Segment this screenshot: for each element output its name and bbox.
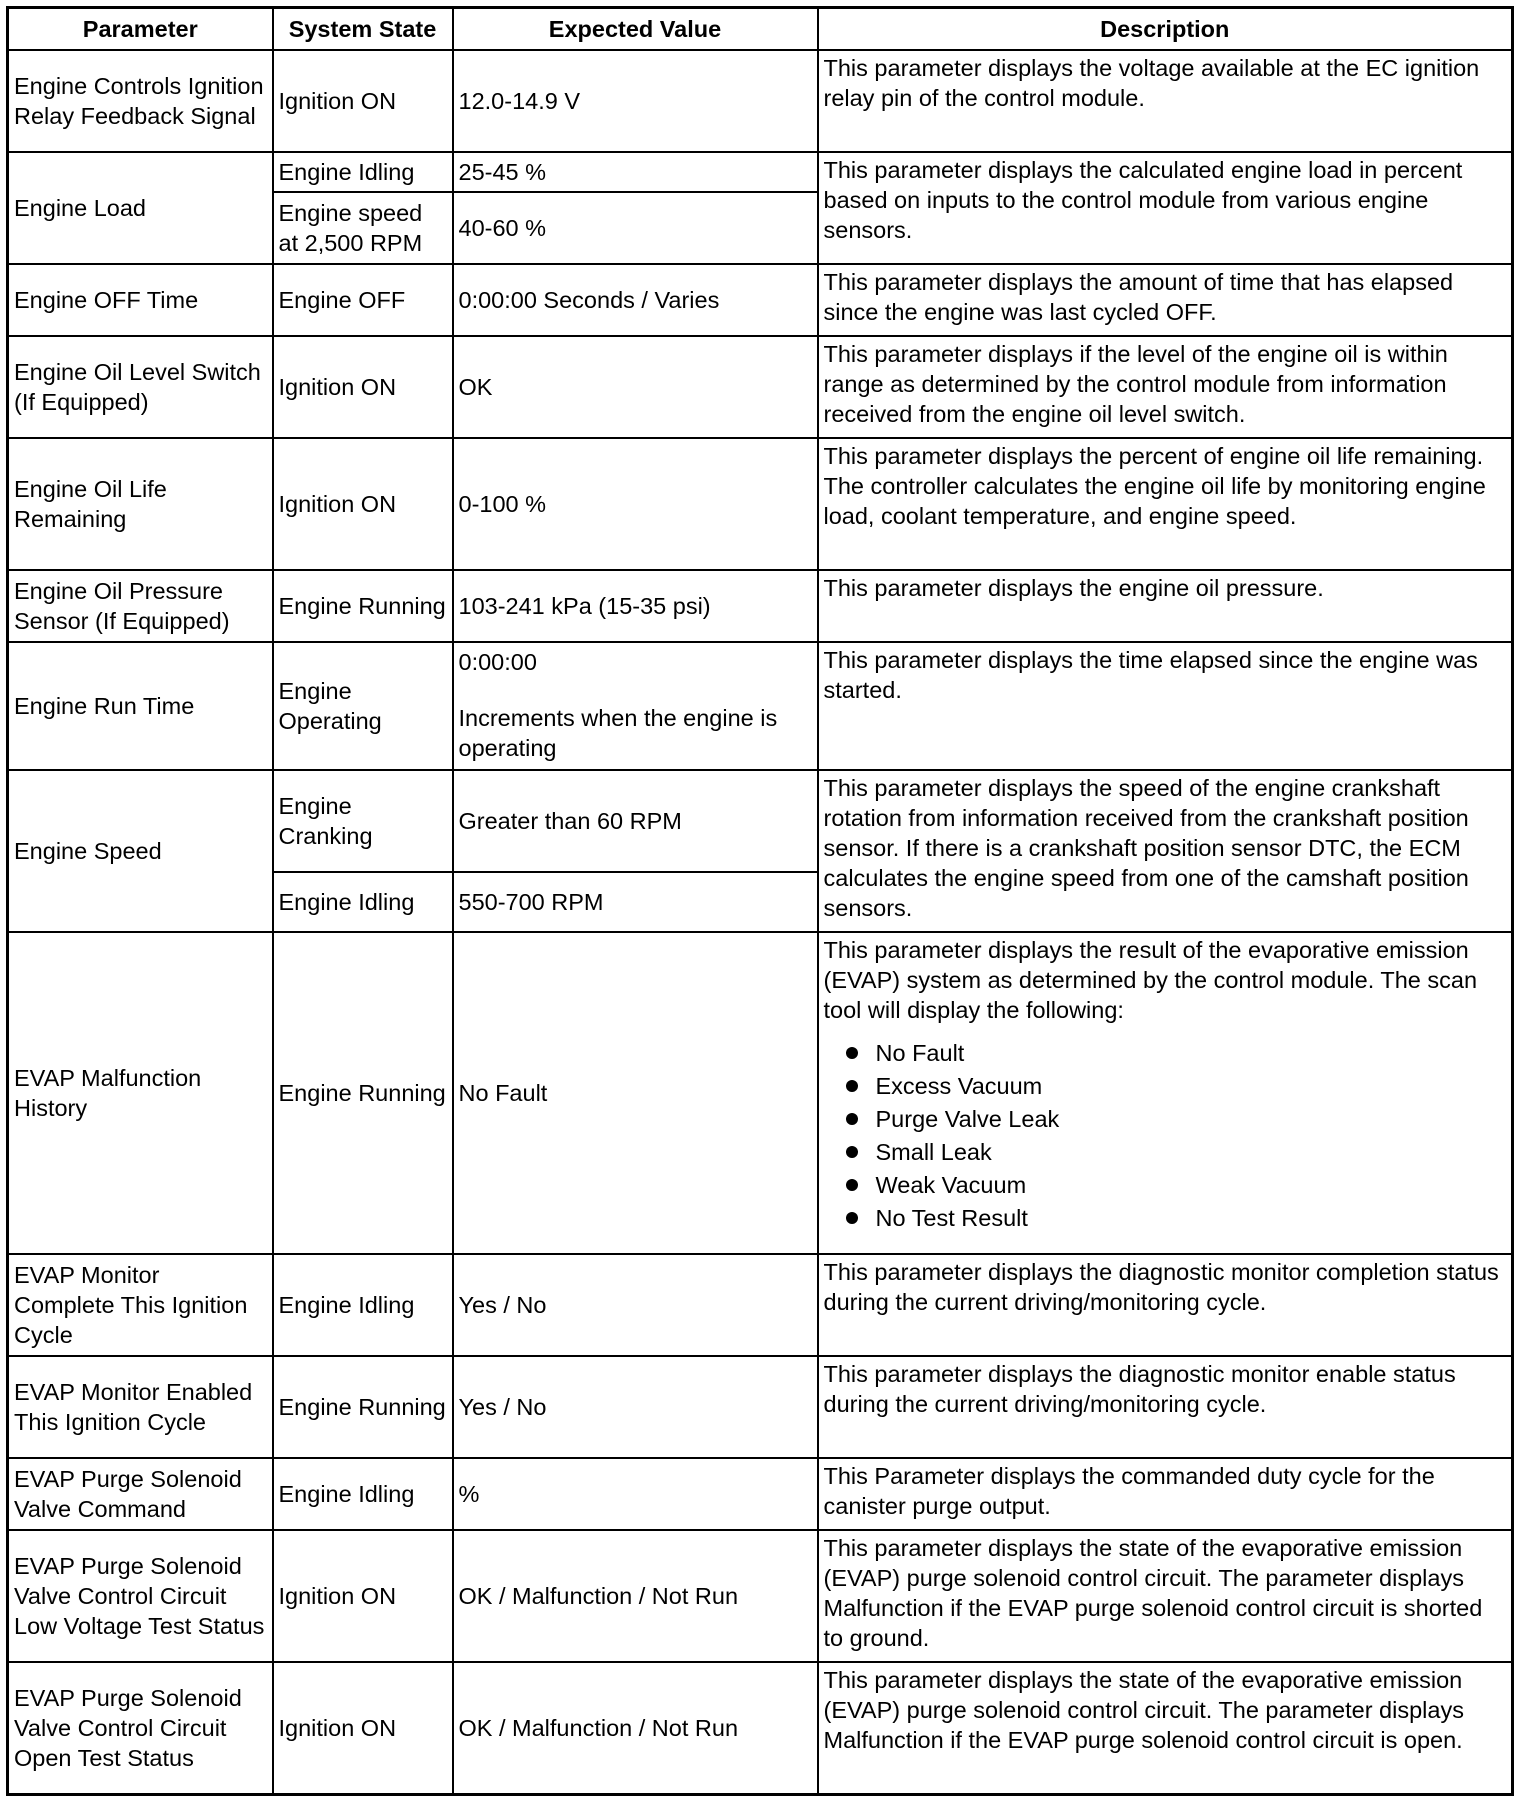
- value-line: 0:00:00: [458, 649, 537, 675]
- bullet-icon: [846, 1047, 858, 1059]
- cell-state: Engine Idling: [273, 872, 453, 932]
- cell-description: This parameter displays the diagnostic monitor enable status during the current driving/monitoring cycle.: [818, 1356, 1513, 1458]
- list-item: No Fault: [844, 1037, 1507, 1070]
- cell-value: 103-241 kPa (15-35 psi): [453, 570, 818, 642]
- header-expected-value: Expected Value: [453, 8, 818, 51]
- cell-value: Yes / No: [453, 1254, 818, 1356]
- cell-description: This Parameter displays the commanded duty cycle for the canister purge output.: [818, 1458, 1513, 1530]
- table-row: [8, 770, 1513, 872]
- cell-parameter: EVAP Purge Solenoid Valve Command: [8, 1458, 273, 1530]
- table-row: [8, 1530, 1513, 1662]
- list-item: Excess Vacuum: [844, 1070, 1507, 1103]
- cell-value: 40-60 %: [453, 192, 818, 264]
- cell-state: Engine Running: [273, 1356, 453, 1458]
- list-item: Purge Valve Leak: [844, 1103, 1507, 1136]
- cell-state: Ignition ON: [273, 50, 453, 152]
- bullet-icon: [846, 1146, 858, 1158]
- cell-description: This parameter displays the amount of time that has elapsed since the engine was last cycled OFF.: [818, 264, 1513, 336]
- cell-description: This parameter displays the calculated engine load in percent based on inputs to the control module from various engine sensors.: [818, 152, 1513, 264]
- cell-parameter: EVAP Malfunction History: [8, 932, 273, 1254]
- header-description: Description: [818, 8, 1513, 51]
- cell-parameter: EVAP Purge Solenoid Valve Control Circuit Low Voltage Test Status: [8, 1530, 273, 1662]
- cell-state: Engine Idling: [273, 152, 453, 192]
- cell-state: Engine Running: [273, 932, 453, 1254]
- cell-value: 0-100 %: [453, 438, 818, 570]
- cell-value: Greater than 60 RPM: [453, 770, 818, 872]
- cell-parameter: Engine Speed: [8, 770, 273, 932]
- cell-state: Engine Cranking: [273, 770, 453, 872]
- cell-value: 550-700 RPM: [453, 872, 818, 932]
- list-item: Small Leak: [844, 1136, 1507, 1169]
- bullet-icon: [846, 1080, 858, 1092]
- cell-parameter: EVAP Purge Solenoid Valve Control Circuit Open Test Status: [8, 1662, 273, 1794]
- cell-parameter: Engine Run Time: [8, 642, 273, 770]
- table-header-row: [8, 8, 1513, 51]
- list-item: Weak Vacuum: [844, 1169, 1507, 1202]
- value-line: Increments when the engine is operating: [458, 705, 778, 761]
- cell-state: Engine Idling: [273, 1254, 453, 1356]
- cell-description: This parameter displays if the level of the engine oil is within range as determined by the control module from information received from the engine oil level switch.: [818, 336, 1513, 438]
- cell-state: Ignition ON: [273, 1530, 453, 1662]
- cell-state: Engine Running: [273, 570, 453, 642]
- cell-state: Engine speed at 2,500 RPM: [273, 192, 453, 264]
- bullet-icon: [846, 1212, 858, 1224]
- table-row: [8, 1254, 1513, 1356]
- bullet-icon: [846, 1179, 858, 1191]
- table-row: [8, 1356, 1513, 1458]
- cell-description: This parameter displays the percent of engine oil life remaining. The controller calculates the engine oil life by monitoring engine load, coolant temperature, and engine speed.: [818, 438, 1513, 570]
- evap-options-list: [824, 1037, 1507, 1235]
- parameter-table-sheet: [6, 6, 1514, 1796]
- cell-state: Ignition ON: [273, 336, 453, 438]
- description-text: This parameter displays the result of the evaporative emission (EVAP) system as determined by the control module. The scan tool will display the following:: [823, 937, 1478, 1023]
- cell-parameter: Engine OFF Time: [8, 264, 273, 336]
- cell-value: OK / Malfunction / Not Run: [453, 1662, 818, 1794]
- cell-value: Yes / No: [453, 1356, 818, 1458]
- table-row: [8, 1458, 1513, 1530]
- cell-value: No Fault: [453, 932, 818, 1254]
- bullet-icon: [846, 1113, 858, 1125]
- table-row: [8, 438, 1513, 570]
- cell-state: Ignition ON: [273, 438, 453, 570]
- cell-description: This parameter displays the state of the evaporative emission (EVAP) purge solenoid control circuit. The parameter displays Malfunction if the EVAP purge solenoid control circuit is shorted to ground.: [818, 1530, 1513, 1662]
- table-row: [8, 570, 1513, 642]
- cell-description: [818, 932, 1513, 1254]
- cell-parameter: Engine Oil Level Switch (If Equipped): [8, 336, 273, 438]
- cell-value: OK / Malfunction / Not Run: [453, 1530, 818, 1662]
- header-system-state: System State: [273, 8, 453, 51]
- cell-value: [453, 642, 818, 770]
- cell-parameter: Engine Oil Life Remaining: [8, 438, 273, 570]
- cell-value: 0:00:00 Seconds / Varies: [453, 264, 818, 336]
- cell-state: Engine Idling: [273, 1458, 453, 1530]
- cell-value: OK: [453, 336, 818, 438]
- table-row: [8, 152, 1513, 192]
- cell-parameter: Engine Controls Ignition Relay Feedback Signal: [8, 50, 273, 152]
- table-row: [8, 1662, 1513, 1794]
- cell-value: %: [453, 1458, 818, 1530]
- cell-value: 25-45 %: [453, 152, 818, 192]
- list-item: No Test Result: [844, 1202, 1507, 1235]
- header-parameter: Parameter: [8, 8, 273, 51]
- cell-parameter: EVAP Monitor Enabled This Ignition Cycle: [8, 1356, 273, 1458]
- cell-parameter: EVAP Monitor Complete This Ignition Cycle: [8, 1254, 273, 1356]
- parameter-table: [6, 6, 1514, 1796]
- cell-description: This parameter displays the voltage available at the EC ignition relay pin of the control module.: [818, 50, 1513, 152]
- cell-description: This parameter displays the speed of the engine crankshaft rotation from information received from the crankshaft position sensor. If there is a crankshaft position sensor DTC, the ECM calculates the engine speed from one of the camshaft position sensors.: [818, 770, 1513, 932]
- cell-parameter: Engine Oil Pressure Sensor (If Equipped): [8, 570, 273, 642]
- cell-description: This parameter displays the engine oil pressure.: [818, 570, 1513, 642]
- cell-state: Engine OFF: [273, 264, 453, 336]
- cell-description: This parameter displays the diagnostic monitor completion status during the current driving/monitoring cycle.: [818, 1254, 1513, 1356]
- table-row: [8, 50, 1513, 152]
- cell-parameter: Engine Load: [8, 152, 273, 264]
- table-row: [8, 932, 1513, 1254]
- table-row: [8, 336, 1513, 438]
- cell-state: Engine Operating: [273, 642, 453, 770]
- table-row: [8, 642, 1513, 770]
- cell-value: 12.0-14.9 V: [453, 50, 818, 152]
- cell-description: This parameter displays the state of the evaporative emission (EVAP) purge solenoid control circuit. The parameter displays Malfunction if the EVAP purge solenoid control circuit is open.: [818, 1662, 1513, 1794]
- table-row: [8, 264, 1513, 336]
- cell-description: This parameter displays the time elapsed since the engine was started.: [818, 642, 1513, 770]
- cell-state: Ignition ON: [273, 1662, 453, 1794]
